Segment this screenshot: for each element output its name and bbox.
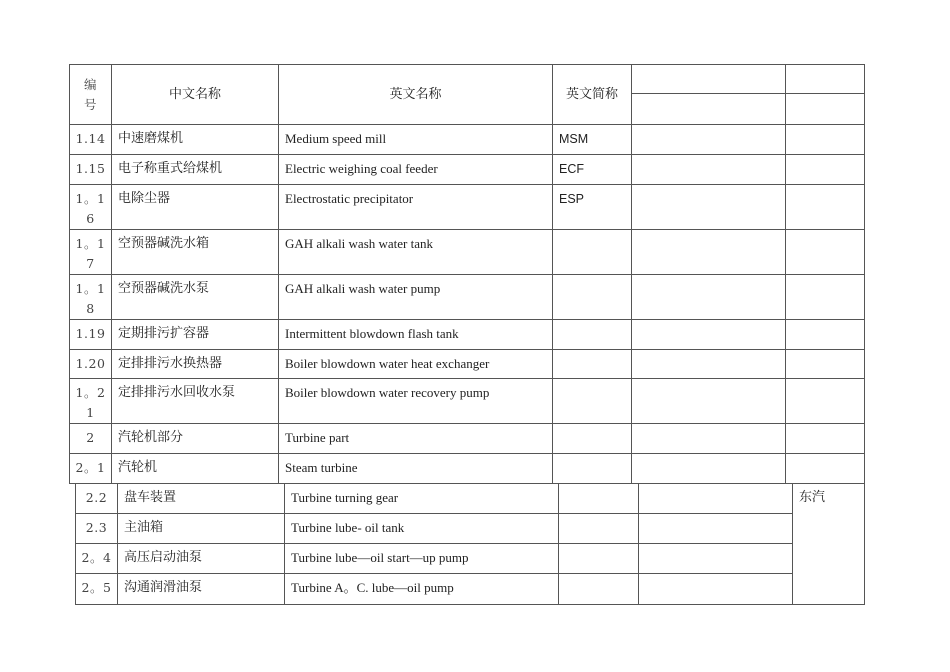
row-english-abbr: MSM bbox=[553, 125, 632, 155]
row-number: 2。4 bbox=[76, 544, 118, 574]
header-blank-cell bbox=[632, 65, 786, 94]
header-blank-cell bbox=[786, 65, 865, 94]
row-chinese-name: 空预器碱洗水箱 bbox=[112, 230, 279, 275]
row-blank-cell bbox=[786, 185, 865, 230]
row-blank-cell bbox=[632, 454, 786, 484]
row-english-name: Steam turbine bbox=[279, 454, 553, 484]
row-blank-cell bbox=[632, 155, 786, 185]
row-number: 2。5 bbox=[76, 574, 118, 605]
row-english-name: Turbine part bbox=[279, 424, 553, 454]
row-blank-cell bbox=[786, 454, 865, 484]
row-chinese-name: 汽轮机部分 bbox=[112, 424, 279, 454]
row-blank-cell bbox=[786, 350, 865, 379]
table-row bbox=[70, 230, 865, 275]
table-row bbox=[70, 125, 865, 155]
table-row bbox=[70, 350, 865, 379]
row-english-abbr bbox=[553, 320, 632, 350]
table-row bbox=[76, 514, 865, 544]
row-blank-cell bbox=[786, 230, 865, 275]
row-number: 2 bbox=[70, 424, 112, 454]
row-blank-cell bbox=[632, 320, 786, 350]
equipment-table-upper bbox=[69, 64, 865, 484]
row-chinese-name: 主油箱 bbox=[118, 514, 285, 544]
row-blank-cell bbox=[632, 424, 786, 454]
row-english-name: Medium speed mill bbox=[279, 125, 553, 155]
row-english-name: Turbine A。C. lube—oil pump bbox=[285, 574, 559, 605]
row-blank-cell bbox=[786, 379, 865, 424]
row-chinese-name: 电除尘器 bbox=[112, 185, 279, 230]
row-number: 1.19 bbox=[70, 320, 112, 350]
row-blank-cell bbox=[632, 350, 786, 379]
row-blank-cell bbox=[786, 320, 865, 350]
row-number: 1.20 bbox=[70, 350, 112, 379]
row-english-abbr bbox=[553, 350, 632, 379]
table-row bbox=[70, 155, 865, 185]
row-english-abbr bbox=[553, 275, 632, 320]
row-english-name: Turbine lube—oil start—up pump bbox=[285, 544, 559, 574]
row-number: 1.15 bbox=[70, 155, 112, 185]
row-english-name: Intermittent blowdown flash tank bbox=[279, 320, 553, 350]
manufacturer-note: 东汽 bbox=[793, 484, 865, 605]
row-english-name: Turbine turning gear bbox=[285, 484, 559, 514]
row-english-abbr bbox=[553, 230, 632, 275]
row-english-name: Electrostatic precipitator bbox=[279, 185, 553, 230]
row-number: 1。2 1 bbox=[70, 379, 112, 424]
row-english-abbr bbox=[559, 544, 639, 574]
row-blank-cell bbox=[632, 230, 786, 275]
row-english-name: Boiler blowdown water heat exchanger bbox=[279, 350, 553, 379]
row-number: 1。1 6 bbox=[70, 185, 112, 230]
table-row bbox=[70, 379, 865, 424]
row-blank-cell bbox=[786, 155, 865, 185]
row-chinese-name: 沟通润滑油泵 bbox=[118, 574, 285, 605]
table-row bbox=[76, 544, 865, 574]
header-num: 编号 bbox=[70, 65, 112, 125]
header-blank-cell bbox=[786, 94, 865, 125]
header-english-name: 英文名称 bbox=[279, 65, 553, 125]
row-english-abbr bbox=[559, 574, 639, 605]
row-blank-cell bbox=[786, 125, 865, 155]
row-number: 2.3 bbox=[76, 514, 118, 544]
row-english-abbr bbox=[553, 379, 632, 424]
header-chinese-name: 中文名称 bbox=[112, 65, 279, 125]
row-blank-cell bbox=[632, 125, 786, 155]
row-english-name: Turbine lube- oil tank bbox=[285, 514, 559, 544]
header-blank-cell bbox=[632, 94, 786, 125]
row-english-abbr: ESP bbox=[553, 185, 632, 230]
row-blank-cell bbox=[639, 544, 793, 574]
row-blank-cell bbox=[632, 379, 786, 424]
row-blank-cell bbox=[639, 484, 793, 514]
row-english-abbr bbox=[559, 484, 639, 514]
table-row bbox=[70, 320, 865, 350]
row-chinese-name: 盘车装置 bbox=[118, 484, 285, 514]
row-chinese-name: 高压启动油泵 bbox=[118, 544, 285, 574]
row-chinese-name: 中速磨煤机 bbox=[112, 125, 279, 155]
row-english-abbr bbox=[559, 514, 639, 544]
row-english-name: GAH alkali wash water tank bbox=[279, 230, 553, 275]
row-english-abbr: ECF bbox=[553, 155, 632, 185]
row-chinese-name: 定排排污水回收水泵 bbox=[112, 379, 279, 424]
row-blank-cell bbox=[639, 574, 793, 605]
table-row bbox=[70, 185, 865, 230]
row-chinese-name: 定排排污水换热器 bbox=[112, 350, 279, 379]
row-chinese-name: 定期排污扩容器 bbox=[112, 320, 279, 350]
row-number: 1。1 7 bbox=[70, 230, 112, 275]
row-chinese-name: 空预器碱洗水泵 bbox=[112, 275, 279, 320]
row-english-name: Electric weighing coal feeder bbox=[279, 155, 553, 185]
table-row bbox=[70, 424, 865, 454]
table-row bbox=[70, 275, 865, 320]
row-chinese-name: 电子称重式给煤机 bbox=[112, 155, 279, 185]
table-row bbox=[70, 454, 865, 484]
row-number: 2。1 bbox=[70, 454, 112, 484]
table-row bbox=[76, 574, 865, 605]
table-row bbox=[76, 484, 865, 514]
row-english-name: Boiler blowdown water recovery pump bbox=[279, 379, 553, 424]
row-number: 1.14 bbox=[70, 125, 112, 155]
equipment-table-lower bbox=[75, 483, 865, 605]
row-number: 1。1 8 bbox=[70, 275, 112, 320]
row-blank-cell bbox=[632, 275, 786, 320]
row-number: 2.2 bbox=[76, 484, 118, 514]
row-english-name: GAH alkali wash water pump bbox=[279, 275, 553, 320]
row-blank-cell bbox=[786, 424, 865, 454]
row-chinese-name: 汽轮机 bbox=[112, 454, 279, 484]
row-blank-cell bbox=[639, 514, 793, 544]
row-english-abbr bbox=[553, 454, 632, 484]
header-english-abbr: 英文简称 bbox=[553, 65, 632, 125]
row-blank-cell bbox=[786, 275, 865, 320]
row-english-abbr bbox=[553, 424, 632, 454]
row-blank-cell bbox=[632, 185, 786, 230]
